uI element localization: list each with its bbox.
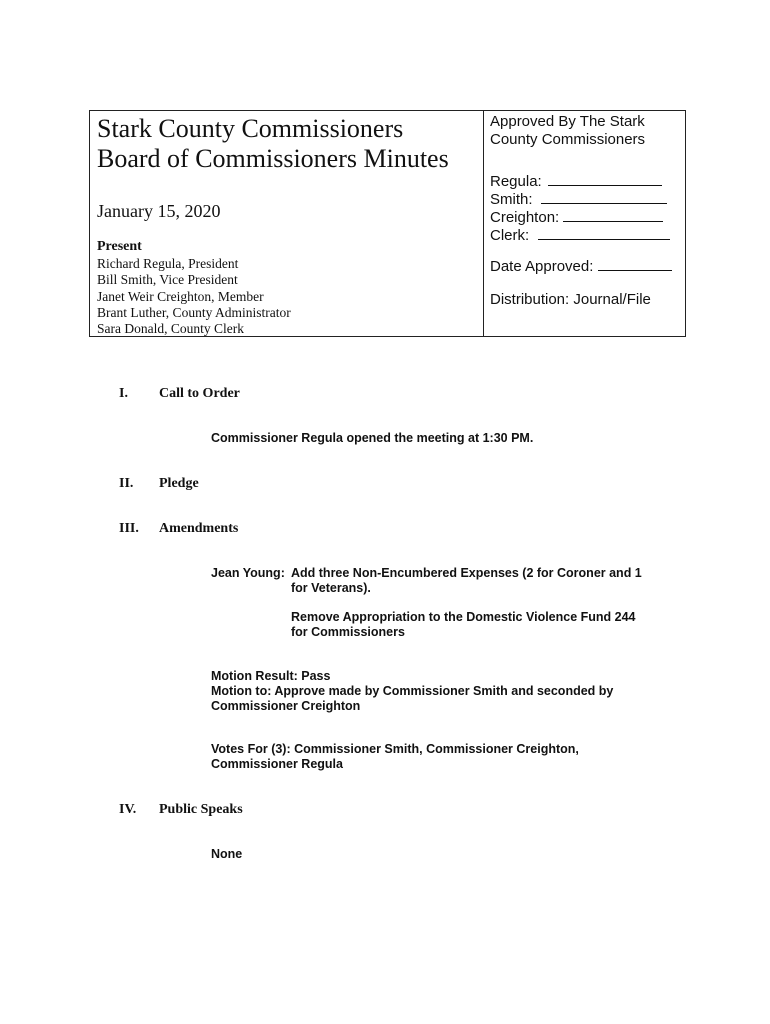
signature-label: Creighton: (490, 209, 560, 226)
section-title: Pledge (159, 476, 199, 491)
document-title: Stark County Commissioners (97, 114, 404, 143)
section-title: Amendments (159, 521, 239, 536)
signature-blank (541, 189, 667, 204)
signature-line-regula (490, 171, 662, 191)
motion-text: Motion to: Approve made by Commissioner Smith and seconded by (211, 684, 614, 698)
signature-blank (538, 225, 670, 240)
public-speaks-text: None (211, 847, 243, 861)
motion-text-cont: Commissioner Creighton (211, 699, 361, 713)
date-approved-line (490, 256, 672, 276)
signature-label: Regula: (490, 173, 542, 190)
attendee-item: Richard Regula, President (97, 256, 239, 271)
attendee-item: Sara Donald, County Clerk (97, 321, 244, 337)
signature-line-clerk (490, 225, 670, 245)
call-to-order-text: Commissioner Regula opened the meeting at 1:30 PM. (211, 431, 534, 445)
section-numeral: I. (119, 386, 128, 401)
amendment-item-2-cont: for Commissioners (291, 625, 405, 639)
approval-title (490, 113, 680, 149)
meeting-date: January 15, 2020 (97, 201, 221, 221)
votes-for: Votes For (3): Commissioner Smith, Commissioner Creighton, (211, 742, 579, 756)
attendee-item: Bill Smith, Vice President (97, 272, 238, 288)
attendee-list (97, 256, 291, 337)
present-heading: Present (97, 239, 142, 254)
signature-label: Clerk: (490, 227, 530, 244)
attendee-item: Brant Luther, County Administrator (97, 304, 291, 320)
amendment-item-1: Add three Non-Encumbered Expenses (2 for Coroner and 1 (291, 566, 642, 580)
amendment-item-2: Remove Appropriation to the Domestic Violence Fund 244 (291, 610, 636, 624)
section-numeral: II. (119, 476, 134, 491)
approval-title-line: County Commissioners (490, 131, 646, 148)
signature-blank (563, 207, 663, 222)
section-heading-amendments (119, 521, 238, 537)
distribution-line: Distribution: Journal/File (490, 291, 651, 308)
approval-title-line: Approved By The Stark (490, 113, 645, 130)
votes-for-cont: Commissioner Regula (211, 757, 343, 771)
signature-line-smith (490, 189, 667, 209)
approval-block (484, 111, 685, 336)
amendment-speaker: Jean Young: (211, 566, 285, 580)
section-numeral: IV. (119, 802, 137, 817)
section-heading-call-to-order (119, 386, 240, 402)
signature-line-creighton (490, 207, 663, 227)
section-heading-public-speaks (119, 802, 243, 818)
signature-blank (548, 171, 662, 186)
section-heading-pledge (119, 476, 199, 492)
date-approved-label: Date Approved: (490, 258, 594, 275)
header-box (89, 110, 686, 337)
attendee-item: Janet Weir Creighton, Member (97, 288, 264, 304)
signature-label: Smith: (490, 191, 533, 208)
section-numeral: III. (119, 521, 139, 536)
motion-result: Motion Result: Pass (211, 669, 331, 683)
document-subtitle: Board of Commissioners Minutes (97, 144, 449, 173)
amendment-item-1-cont: for Veterans). (291, 581, 371, 595)
date-approved-blank (598, 256, 672, 271)
section-title: Call to Order (159, 386, 240, 401)
header-title-block (90, 111, 484, 336)
section-title: Public Speaks (159, 802, 243, 817)
